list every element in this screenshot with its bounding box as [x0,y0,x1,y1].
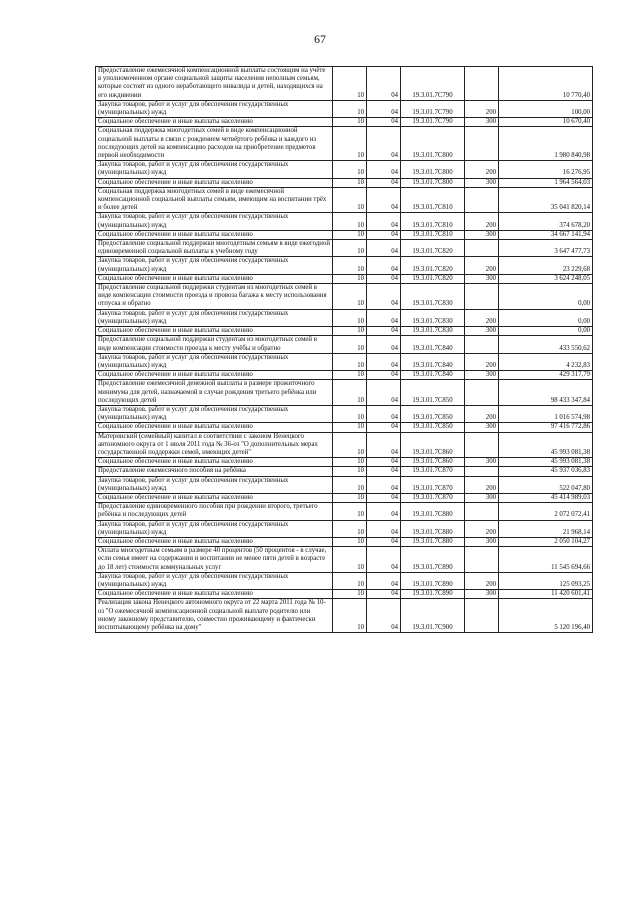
row-section-cell: 10 [333,405,367,422]
row-target-article-cell: 19.3.01.7С880 [401,503,465,520]
row-section-cell: 10 [333,178,367,187]
row-section-cell: 10 [333,257,367,274]
row-expense-type-cell: 200 [465,476,499,493]
table-row [96,572,593,589]
row-amount-cell: 11 545 694,66 [499,547,593,573]
row-subsection-cell: 04 [367,309,401,326]
row-name-cell: Материнский (семейный) капитал в соответствии с законом Ненецкого автономного округа от 1 июля 2011 года № 36-оз "О дополнительных мерах государственной поддержки семей, имеющих детей" [96,432,333,458]
row-section-cell: 10 [333,127,367,161]
table-row [96,432,593,458]
row-expense-type-cell [465,380,499,406]
row-section-cell: 10 [333,432,367,458]
row-amount-cell: 34 667 141,94 [499,230,593,239]
row-target-article-cell: 19.3.01.7С850 [401,423,465,432]
row-expense-type-cell [465,467,499,476]
row-target-article-cell: 19.3.01.7С830 [401,327,465,336]
row-amount-cell: 0,00 [499,309,593,326]
row-expense-type-cell: 300 [465,274,499,283]
row-expense-type-cell: 300 [465,458,499,467]
row-amount-cell: 35 041 820,14 [499,187,593,213]
table-row [96,336,593,353]
table-row [96,371,593,380]
row-expense-type-cell: 300 [465,230,499,239]
row-name-cell: Социальная поддержка многодетных семей в виде ежемесячной компенсационной социальной выплаты семьям, имеющим на воспитании трёх и более детей [96,187,333,213]
row-expense-type-cell: 300 [465,537,499,546]
row-subsection-cell: 04 [367,503,401,520]
row-subsection-cell: 04 [367,405,401,422]
row-target-article-cell: 19.3.01.7С820 [401,240,465,257]
row-expense-type-cell: 200 [465,353,499,370]
row-subsection-cell: 04 [367,240,401,257]
page-number: 67 [314,32,326,46]
table-row [96,327,593,336]
row-expense-type-cell [465,284,499,310]
row-subsection-cell: 04 [367,161,401,178]
row-name-cell: Социальное обеспечение и иные выплаты населению [96,493,333,502]
row-target-article-cell: 19.3.01.7С840 [401,371,465,380]
row-name-cell: Социальная поддержка многодетных семей в виде компенсационной социальной выплаты в связи с рождением четвёртого ребёнка и каждого из последующих детей на компенсацию расходов на приобретение предметов первой необходимости [96,127,333,161]
row-expense-type-cell: 300 [465,371,499,380]
row-subsection-cell: 04 [367,572,401,589]
table-row [96,537,593,546]
row-subsection-cell: 04 [367,230,401,239]
row-section-cell: 10 [333,161,367,178]
row-expense-type-cell [465,503,499,520]
row-expense-type-cell: 300 [465,178,499,187]
row-amount-cell: 522 047,80 [499,476,593,493]
table-row [96,257,593,274]
row-name-cell: Социальное обеспечение и иные выплаты населению [96,178,333,187]
row-name-cell: Социальное обеспечение и иные выплаты населению [96,371,333,380]
row-subsection-cell: 04 [367,590,401,599]
row-name-cell: Предоставление ежемесячной денежной выплаты в размере прожиточного минимума для детей, назначаемой в случае рождения третьего ребёнка или последующих детей [96,380,333,406]
row-subsection-cell: 04 [367,432,401,458]
row-amount-cell: 23 229,68 [499,257,593,274]
row-section-cell: 10 [333,467,367,476]
row-target-article-cell: 19.3.01.7С790 [401,100,465,117]
row-section-cell: 10 [333,572,367,589]
row-target-article-cell: 19.3.01.7С890 [401,590,465,599]
row-section-cell: 10 [333,503,367,520]
row-name-cell: Закупка товаров, работ и услуг для обеспечения государственных (муниципальных) нужд [96,405,333,422]
row-name-cell: Социальное обеспечение и иные выплаты населению [96,423,333,432]
row-section-cell: 10 [333,240,367,257]
row-subsection-cell: 04 [367,493,401,502]
row-amount-cell: 3 647 477,73 [499,240,593,257]
row-amount-cell: 5 120 196,40 [499,599,593,633]
row-amount-cell: 4 232,83 [499,353,593,370]
row-expense-type-cell [465,547,499,573]
row-name-cell: Социальное обеспечение и иные выплаты населению [96,327,333,336]
table-row [96,100,593,117]
row-name-cell: Предоставление единовременного пособия при рождении второго, третьего ребёнка и последующих детей [96,503,333,520]
row-name-cell: Закупка товаров, работ и услуг для обеспечения государственных (муниципальных) нужд [96,353,333,370]
row-target-article-cell: 19.3.01.7С860 [401,432,465,458]
table-row [96,599,593,633]
row-name-cell: Закупка товаров, работ и услуг для обеспечения государственных (муниципальных) нужд [96,100,333,117]
row-subsection-cell: 04 [367,118,401,127]
row-target-article-cell: 19.3.01.7С830 [401,309,465,326]
row-amount-cell: 1 964 564,03 [499,178,593,187]
row-target-article-cell: 19.3.01.7С840 [401,353,465,370]
table-row [96,118,593,127]
row-subsection-cell: 04 [367,67,401,101]
row-subsection-cell: 04 [367,547,401,573]
row-subsection-cell: 04 [367,127,401,161]
table-row [96,380,593,406]
row-target-article-cell: 19.3.01.7С890 [401,572,465,589]
row-section-cell: 10 [333,599,367,633]
row-expense-type-cell: 200 [465,405,499,422]
row-target-article-cell: 19.3.01.7С810 [401,187,465,213]
row-subsection-cell: 04 [367,520,401,537]
row-name-cell: Социальное обеспечение и иные выплаты населению [96,590,333,599]
row-section-cell: 10 [333,213,367,230]
row-target-article-cell: 19.3.01.7С790 [401,118,465,127]
row-name-cell: Предоставление ежемесячного пособия на ребёнка [96,467,333,476]
row-expense-type-cell [465,336,499,353]
row-section-cell: 10 [333,327,367,336]
table-row [96,178,593,187]
row-name-cell: Предоставление ежемесячной компенсационной выплаты состоящим на учёте в уполномоченном органе социальной защиты населения неполным семьям, которые состоят из одного неработающего инвалида и детей, находящихся на его иждивении [96,67,333,101]
table-row [96,493,593,502]
row-expense-type-cell: 200 [465,161,499,178]
row-name-cell: Социальное обеспечение и иные выплаты населению [96,537,333,546]
row-amount-cell: 45 937 036,83 [499,467,593,476]
row-section-cell: 10 [333,336,367,353]
row-name-cell: Закупка товаров, работ и услуг для обеспечения государственных (муниципальных) нужд [96,520,333,537]
row-name-cell: Оплата многодетным семьям в размере 40 процентов (50 процентов - в случае, если семья имеет на содержании и воспитании не менее пяти детей в возрасте до 18 лет) стоимости коммунальных услуг [96,547,333,573]
table-row [96,67,593,101]
row-section-cell: 10 [333,118,367,127]
row-amount-cell: 97 416 772,86 [499,423,593,432]
row-expense-type-cell: 200 [465,309,499,326]
row-expense-type-cell [465,127,499,161]
table-row [96,161,593,178]
row-section-cell: 10 [333,230,367,239]
row-section-cell: 10 [333,353,367,370]
row-amount-cell: 45 993 081,38 [499,458,593,467]
row-expense-type-cell: 200 [465,100,499,117]
row-name-cell: Закупка товаров, работ и услуг для обеспечения государственных (муниципальных) нужд [96,161,333,178]
row-subsection-cell: 04 [367,467,401,476]
table-row [96,590,593,599]
row-amount-cell: 45 414 989,03 [499,493,593,502]
row-name-cell: Социальное обеспечение и иные выплаты населению [96,458,333,467]
row-subsection-cell: 04 [367,178,401,187]
row-name-cell: Социальное обеспечение и иные выплаты населению [96,230,333,239]
row-section-cell: 10 [333,493,367,502]
row-name-cell: Предоставление социальной поддержки студентам из многодетных семей в виде компенсации стоимости проезда и провоза багажа к месту использования отпуска и обратно [96,284,333,310]
row-subsection-cell: 04 [367,537,401,546]
row-section-cell: 10 [333,423,367,432]
row-amount-cell: 10 670,40 [499,118,593,127]
row-subsection-cell: 04 [367,274,401,283]
row-subsection-cell: 04 [367,476,401,493]
row-amount-cell: 11 420 601,41 [499,590,593,599]
row-target-article-cell: 19.3.01.7С820 [401,257,465,274]
row-amount-cell: 98 433 347,84 [499,380,593,406]
table-row [96,274,593,283]
row-expense-type-cell: 300 [465,590,499,599]
row-expense-type-cell: 200 [465,520,499,537]
row-section-cell: 10 [333,380,367,406]
row-name-cell: Закупка товаров, работ и услуг для обеспечения государственных (муниципальных) нужд [96,572,333,589]
row-name-cell: Социальное обеспечение и иные выплаты населению [96,274,333,283]
row-target-article-cell: 19.3.01.7С870 [401,467,465,476]
row-amount-cell: 21 968,14 [499,520,593,537]
row-target-article-cell: 19.3.01.7С890 [401,547,465,573]
row-target-article-cell: 19.3.01.7С800 [401,161,465,178]
row-expense-type-cell: 300 [465,423,499,432]
table-row [96,547,593,573]
row-section-cell: 10 [333,590,367,599]
row-amount-cell: 0,00 [499,284,593,310]
row-target-article-cell: 19.3.01.7С810 [401,230,465,239]
row-name-cell: Закупка товаров, работ и услуг для обеспечения государственных (муниципальных) нужд [96,213,333,230]
table-row [96,187,593,213]
row-target-article-cell: 19.3.01.7С880 [401,537,465,546]
row-subsection-cell: 04 [367,353,401,370]
row-amount-cell: 100,00 [499,100,593,117]
row-section-cell: 10 [333,547,367,573]
row-expense-type-cell: 200 [465,213,499,230]
row-name-cell: Реализация закона Ненецкого автономного округа от 22 марта 2011 года № 10-оз "О ежемесячной компенсационной социальной выплате родителю или иному законному представителю, совместно проживающему и фактически воспитывающему ребёнка на дому" [96,599,333,633]
row-amount-cell: 433 550,62 [499,336,593,353]
table-row [96,467,593,476]
row-name-cell: Закупка товаров, работ и услуг для обеспечения государственных (муниципальных) нужд [96,476,333,493]
row-subsection-cell: 04 [367,458,401,467]
row-subsection-cell: 04 [367,284,401,310]
row-section-cell: 10 [333,458,367,467]
row-target-article-cell: 19.3.01.7С850 [401,405,465,422]
row-subsection-cell: 04 [367,371,401,380]
row-subsection-cell: 04 [367,187,401,213]
row-subsection-cell: 04 [367,336,401,353]
row-amount-cell: 2 050 104,27 [499,537,593,546]
row-subsection-cell: 04 [367,100,401,117]
table-row [96,353,593,370]
row-amount-cell: 374 678,20 [499,213,593,230]
table-row [96,405,593,422]
row-amount-cell: 10 770,40 [499,67,593,101]
table-row [96,476,593,493]
row-target-article-cell: 19.3.01.7С800 [401,178,465,187]
row-subsection-cell: 04 [367,380,401,406]
row-amount-cell: 45 993 081,38 [499,432,593,458]
row-amount-cell: 1 980 840,98 [499,127,593,161]
table-row [96,309,593,326]
row-target-article-cell: 19.3.01.7С800 [401,127,465,161]
row-amount-cell: 1 016 574,98 [499,405,593,422]
row-section-cell: 10 [333,537,367,546]
row-section-cell: 10 [333,476,367,493]
table-row [96,213,593,230]
row-expense-type-cell: 300 [465,327,499,336]
row-expense-type-cell [465,240,499,257]
row-section-cell: 10 [333,187,367,213]
row-section-cell: 10 [333,67,367,101]
row-expense-type-cell: 200 [465,572,499,589]
row-section-cell: 10 [333,371,367,380]
row-expense-type-cell: 200 [465,257,499,274]
row-name-cell: Закупка товаров, работ и услуг для обеспечения государственных (муниципальных) нужд [96,257,333,274]
row-section-cell: 10 [333,100,367,117]
table-row [96,520,593,537]
row-target-article-cell: 19.3.01.7С830 [401,284,465,310]
row-target-article-cell: 19.3.01.7С870 [401,476,465,493]
row-expense-type-cell [465,599,499,633]
row-amount-cell: 125 093,25 [499,572,593,589]
row-name-cell: Социальное обеспечение и иные выплаты населению [96,118,333,127]
row-amount-cell: 16 276,95 [499,161,593,178]
row-subsection-cell: 04 [367,257,401,274]
table-row [96,127,593,161]
row-target-article-cell: 19.3.01.7С850 [401,380,465,406]
row-target-article-cell: 19.3.01.7С810 [401,213,465,230]
table-row [96,240,593,257]
row-target-article-cell: 19.3.01.7С900 [401,599,465,633]
row-subsection-cell: 04 [367,213,401,230]
row-target-article-cell: 19.3.01.7С840 [401,336,465,353]
row-section-cell: 10 [333,274,367,283]
row-amount-cell: 0,00 [499,327,593,336]
table-row [96,503,593,520]
row-target-article-cell: 19.3.01.7С790 [401,67,465,101]
budget-table-body [96,67,593,633]
table-row [96,230,593,239]
table-row [96,458,593,467]
row-target-article-cell: 19.3.01.7С870 [401,493,465,502]
row-expense-type-cell: 300 [465,118,499,127]
row-expense-type-cell [465,67,499,101]
table-row [96,284,593,310]
row-subsection-cell: 04 [367,423,401,432]
row-expense-type-cell: 300 [465,493,499,502]
row-target-article-cell: 19.3.01.7С820 [401,274,465,283]
row-name-cell: Предоставление социальной поддержки студентам из многодетных семей в виде компенсации стоимости проезда к месту учёбы и обратно [96,336,333,353]
row-section-cell: 10 [333,284,367,310]
row-subsection-cell: 04 [367,599,401,633]
budget-table [95,66,593,633]
row-amount-cell: 2 072 072,41 [499,503,593,520]
row-expense-type-cell [465,187,499,213]
row-amount-cell: 429 317,79 [499,371,593,380]
table-row [96,423,593,432]
row-section-cell: 10 [333,520,367,537]
row-amount-cell: 3 624 248,05 [499,274,593,283]
row-name-cell: Предоставление социальной поддержки многодетным семьям в виде ежегодной единовременной социальной выплаты к учебному году [96,240,333,257]
row-target-article-cell: 19.3.01.7С860 [401,458,465,467]
row-expense-type-cell [465,432,499,458]
row-name-cell: Закупка товаров, работ и услуг для обеспечения государственных (муниципальных) нужд [96,309,333,326]
row-section-cell: 10 [333,309,367,326]
row-target-article-cell: 19.3.01.7С880 [401,520,465,537]
row-subsection-cell: 04 [367,327,401,336]
